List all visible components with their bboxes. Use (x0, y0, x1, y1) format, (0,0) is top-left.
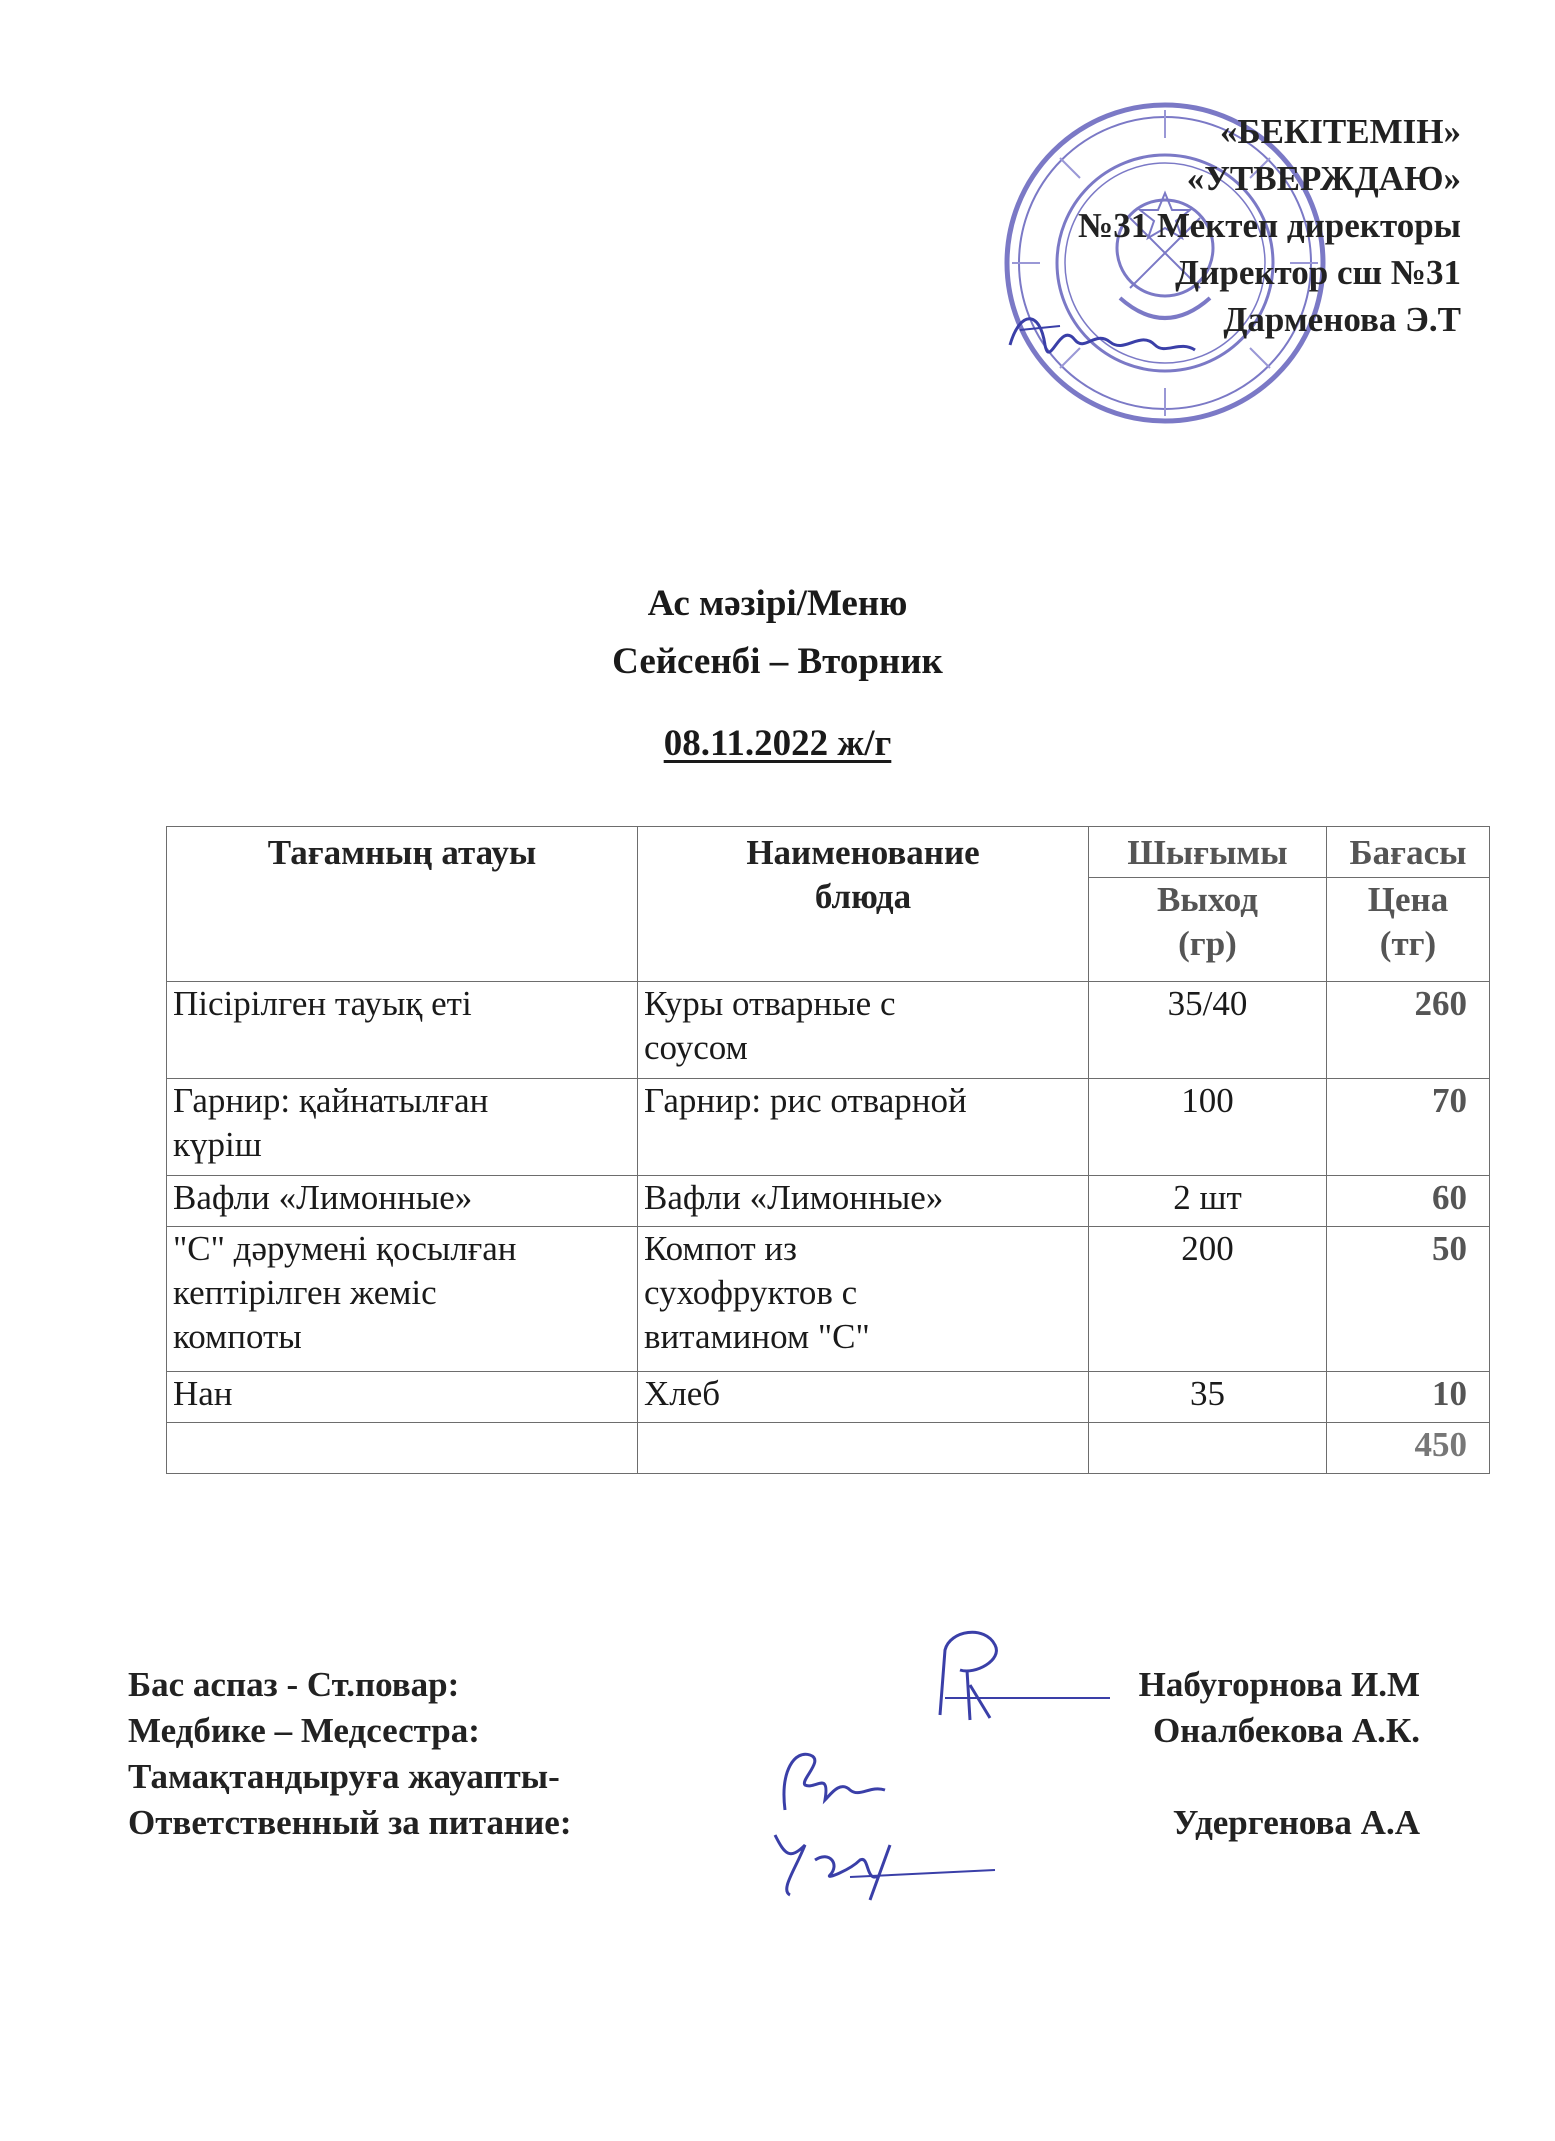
total-price-cell: 450 (1327, 1423, 1490, 1474)
dish-ru-line: Гарнир: рис отварной (644, 1081, 967, 1120)
menu-table (166, 826, 1490, 1474)
name-responsible: Удергенова А.А (1172, 1803, 1420, 1842)
dish-ru-line: витамином "С" (644, 1317, 870, 1356)
table-row (167, 1227, 1490, 1372)
table-total-row (167, 1423, 1490, 1474)
table-row (167, 1176, 1490, 1227)
dish-kz-cell (167, 1176, 638, 1227)
price-cell: 50 (1327, 1227, 1490, 1372)
header-price-ru (1327, 877, 1490, 981)
table-row (167, 1079, 1490, 1176)
dish-ru-cell (638, 982, 1089, 1079)
header-price-ru-line2: (тг) (1379, 923, 1437, 963)
role-responsible-ru: Ответственный за питание: (128, 1803, 572, 1842)
price-cell: 260 (1327, 982, 1490, 1079)
nurse-signature-icon (770, 1740, 970, 1820)
approval-director-name: Дарменова Э.Т (1223, 300, 1461, 339)
responsible-signature-icon (760, 1815, 1000, 1905)
dish-kz-cell (167, 982, 638, 1079)
dish-ru-line: Куры отварные с (644, 984, 896, 1023)
price-cell: 60 (1327, 1176, 1490, 1227)
role-responsible-kz: Тамақтандыруға жауапты- (128, 1757, 560, 1796)
table-row (167, 1372, 1490, 1423)
header-dish-kz: Тағамның атауы (167, 827, 638, 982)
dish-ru-cell (638, 1227, 1089, 1372)
dish-ru-cell (638, 1372, 1089, 1423)
role-nurse: Медбике – Медсестра: (128, 1711, 480, 1750)
dish-kz-line: кептірілген жеміс (173, 1273, 437, 1312)
dish-kz-line: Нан (173, 1374, 233, 1413)
dish-kz-line: күріш (173, 1125, 262, 1164)
approval-line-kz: «БЕКІТЕМІН» (1219, 112, 1461, 151)
dish-kz-cell (167, 1079, 638, 1176)
header-price-ru-line1: Цена (1367, 879, 1449, 919)
approval-block (1078, 108, 1461, 343)
dish-kz-cell (167, 1227, 638, 1372)
header-dish-ru (638, 827, 1089, 982)
menu-date: 08.11.2022 ж/г (663, 723, 892, 764)
dish-ru-line: соусом (644, 1028, 748, 1067)
dish-ru-line: сухофруктов с (644, 1273, 858, 1312)
dish-kz-line: Вафли «Лимонные» (173, 1178, 473, 1217)
signature-names (1139, 1662, 1420, 1846)
price-cell: 70 (1327, 1079, 1490, 1176)
header-price-kz: Бағасы (1327, 827, 1490, 878)
header-weight-ru-line2: (гр) (1178, 923, 1237, 963)
weight-cell: 100 (1089, 1079, 1327, 1176)
menu-day: Сейсенбі – Вторник (612, 641, 943, 682)
role-chef: Бас аспаз - Ст.повар: (128, 1665, 460, 1704)
weight-cell: 2 шт (1089, 1176, 1327, 1227)
empty-cell (638, 1423, 1089, 1474)
approval-position-ru: Директор сш №31 (1175, 253, 1461, 292)
header-dish-ru-line2: блюда (814, 877, 912, 916)
table-header-row (167, 827, 1490, 878)
header-weight-ru-line1: Выход (1156, 879, 1259, 919)
table-row (167, 982, 1490, 1079)
dish-ru-cell (638, 1079, 1089, 1176)
approval-position-kz: №31 Мектеп директоры (1078, 206, 1461, 245)
dish-kz-cell (167, 1372, 638, 1423)
name-spacer (1139, 1754, 1420, 1800)
empty-cell (1089, 1423, 1327, 1474)
dish-kz-line: Гарнир: қайнатылған (173, 1081, 489, 1120)
name-chef: Набугорнова И.М (1138, 1665, 1420, 1704)
chef-signature-icon (915, 1620, 1115, 1730)
dish-ru-line: Хлеб (644, 1374, 721, 1413)
header-dish-ru-line1: Наименование (746, 833, 980, 872)
menu-title: Ас мәзірі/Меню (647, 583, 908, 624)
weight-cell: 200 (1089, 1227, 1327, 1372)
weight-cell: 35 (1089, 1372, 1327, 1423)
header-weight-kz: Шығымы (1089, 827, 1327, 878)
approval-line-ru: «УТВЕРЖДАЮ» (1186, 159, 1461, 198)
dish-kz-line: компоты (173, 1317, 302, 1356)
dish-ru-line: Вафли «Лимонные» (644, 1178, 944, 1217)
header-weight-ru (1089, 877, 1327, 981)
dish-ru-cell (638, 1176, 1089, 1227)
weight-cell: 35/40 (1089, 982, 1327, 1079)
dish-ru-line: Компот из (644, 1229, 797, 1268)
name-nurse: Оналбекова А.К. (1152, 1711, 1420, 1750)
price-cell: 10 (1327, 1372, 1490, 1423)
signature-roles (128, 1662, 572, 1846)
dish-kz-line: "С" дәрумені қосылған (173, 1229, 517, 1268)
dish-kz-line: Пісірілген тауық еті (173, 984, 472, 1023)
empty-cell (167, 1423, 638, 1474)
